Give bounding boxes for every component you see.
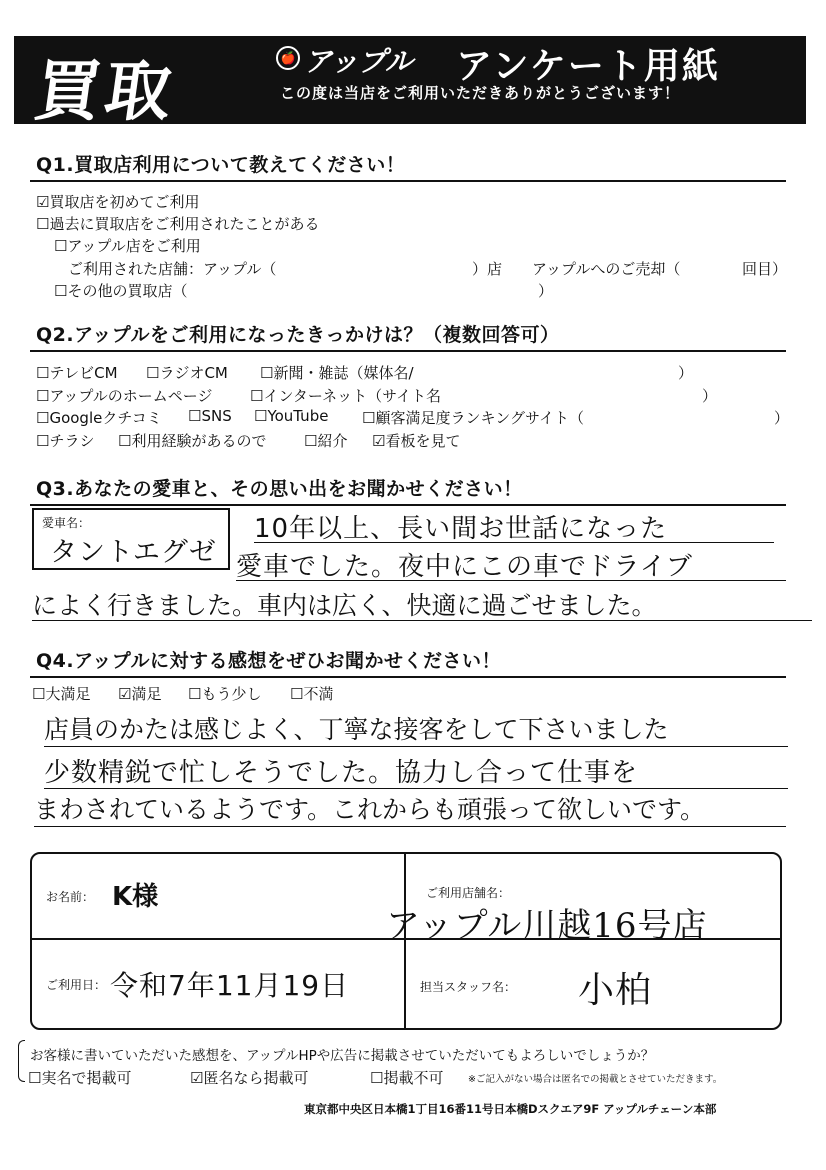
q2-option-tvcm[interactable]: ☐テレビCM	[36, 364, 118, 382]
apple-logo-icon: 🍎	[276, 46, 300, 70]
q4-title: Q4.アップルに対する感想をぜひお聞かせください！	[36, 650, 502, 672]
q4-answer-line-1: 店員のかたは感じよく、丁寧な接客をして下さいました	[44, 710, 788, 747]
q2-option-internet[interactable]: ☐インターネット（サイト名	[250, 387, 442, 405]
q2-ranking-close: ）	[774, 409, 790, 427]
q4-answer-line-2: 少数精鋭で忙しそうでした。協力し合って仕事を	[44, 752, 788, 789]
q2-rule	[30, 350, 786, 352]
kaitori-title: 買取	[29, 53, 181, 130]
q2-option-flyer[interactable]: ☐チラシ	[36, 432, 95, 450]
q2-option-google[interactable]: ☐Googleクチコミ	[36, 409, 162, 427]
staff-value: 小柏	[578, 970, 653, 1011]
q2-option-ranking[interactable]: ☐顧客満足度ランキングサイト（	[362, 409, 584, 427]
name-value: K様	[112, 882, 159, 912]
thanks-message: この度は当店をご利用いただきありがとうございます！	[280, 84, 681, 102]
q2-internet-close: ）	[702, 387, 718, 405]
q1-option-first[interactable]: ☑買取店を初めてご利用	[36, 193, 200, 211]
consent-option-no[interactable]: ☐掲載不可	[370, 1069, 444, 1087]
consent-option-anonymous[interactable]: ☑匿名なら掲載可	[190, 1069, 309, 1087]
q2-option-youtube[interactable]: ☐YouTube	[254, 407, 329, 425]
q2-option-homepage[interactable]: ☐アップルのホームページ	[36, 387, 213, 405]
customer-info-box	[30, 852, 782, 1030]
q4-answer-line-3: まわされているようです。これからも頑張って欲しいです。	[34, 790, 786, 827]
q2-option-experience[interactable]: ☐利用経験があるので	[118, 432, 267, 450]
store-name-value: アップル川越16号店	[386, 906, 708, 946]
date-value: 令和7年11月19日	[110, 969, 350, 1002]
consent-option-real-name[interactable]: ☐実名で掲載可	[28, 1069, 132, 1087]
q1-option-past[interactable]: ☐過去に買取店をご利用されたことがある	[36, 215, 320, 233]
q2-title: Q2.アップルをご利用になったきっかけは？（複数回答可）	[36, 324, 560, 346]
q4-option-unsatisfied[interactable]: ☐不満	[290, 685, 334, 703]
q2-option-newspaper[interactable]: ☐新聞・雑誌（媒体名/	[260, 364, 414, 382]
car-name-value: タントエグゼ	[50, 537, 217, 568]
q1-store-suffix: ）店	[472, 260, 503, 278]
q1-title: Q1.買取店利用について教えてください！	[36, 154, 406, 176]
q1-count-label: アップルへのご売却（	[532, 260, 681, 278]
q1-store-label: ご利用された店舗：アップル（	[68, 260, 277, 278]
q1-count-suffix: 回目）	[742, 260, 788, 278]
q3-title: Q3.あなたの愛車と、その思い出をお聞かせください！	[36, 478, 523, 500]
car-name-box	[32, 508, 230, 570]
q1-option-apple[interactable]: ☐アップル店をご利用	[54, 237, 201, 255]
header-banner	[14, 36, 806, 130]
q4-option-not-quite[interactable]: ☐もう少し	[188, 685, 262, 703]
q1-rule	[30, 180, 786, 182]
q4-rule	[30, 676, 786, 678]
name-label: お名前：	[46, 890, 95, 904]
date-label: ご利用日：	[46, 978, 107, 992]
store-name-label: ご利用店舗名：	[426, 886, 511, 900]
q2-option-radiocm[interactable]: ☐ラジオCM	[146, 364, 228, 382]
q3-answer-line-3: によく行きました。車内は広く、快適に過ごせました。	[32, 586, 812, 621]
consent-question: お客様に書いていただいた感想を、アップルHPや広告に掲載させていただいてもよろしいでしょうか？	[30, 1048, 655, 1064]
form-title: アンケート用紙	[456, 46, 720, 87]
car-name-label: 愛車名：	[42, 516, 91, 530]
q3-answer-line-1: 10年以上、長い間お世話になった	[254, 508, 774, 543]
q2-option-sns[interactable]: ☐SNS	[188, 407, 232, 425]
q4-option-very-satisfied[interactable]: ☐大満足	[32, 685, 91, 703]
consent-bracket	[18, 1040, 25, 1082]
q2-newspaper-close: ）	[678, 364, 694, 382]
q4-option-satisfied[interactable]: ☑満足	[118, 685, 162, 703]
brand-name: アップル	[304, 45, 413, 78]
consent-note: ※ご記入がない場合は匿名での掲載とさせていただきます。	[468, 1074, 723, 1085]
q2-option-referral[interactable]: ☐紹介	[304, 432, 348, 450]
q1-option-other[interactable]: ☐その他の買取店（	[54, 282, 188, 300]
q1-other-close: ）	[538, 282, 554, 300]
q3-answer-line-2: 愛車でした。夜中にこの車でドライブ	[236, 546, 786, 581]
footer-address: 東京都中央区日本橋1丁目16番11号日本橋Dスクエア9F アップルチェーン本部	[304, 1102, 717, 1116]
q3-rule	[30, 504, 786, 506]
q2-option-signboard[interactable]: ☑看板を見て	[372, 432, 461, 450]
staff-label: 担当スタッフ名：	[420, 980, 517, 994]
